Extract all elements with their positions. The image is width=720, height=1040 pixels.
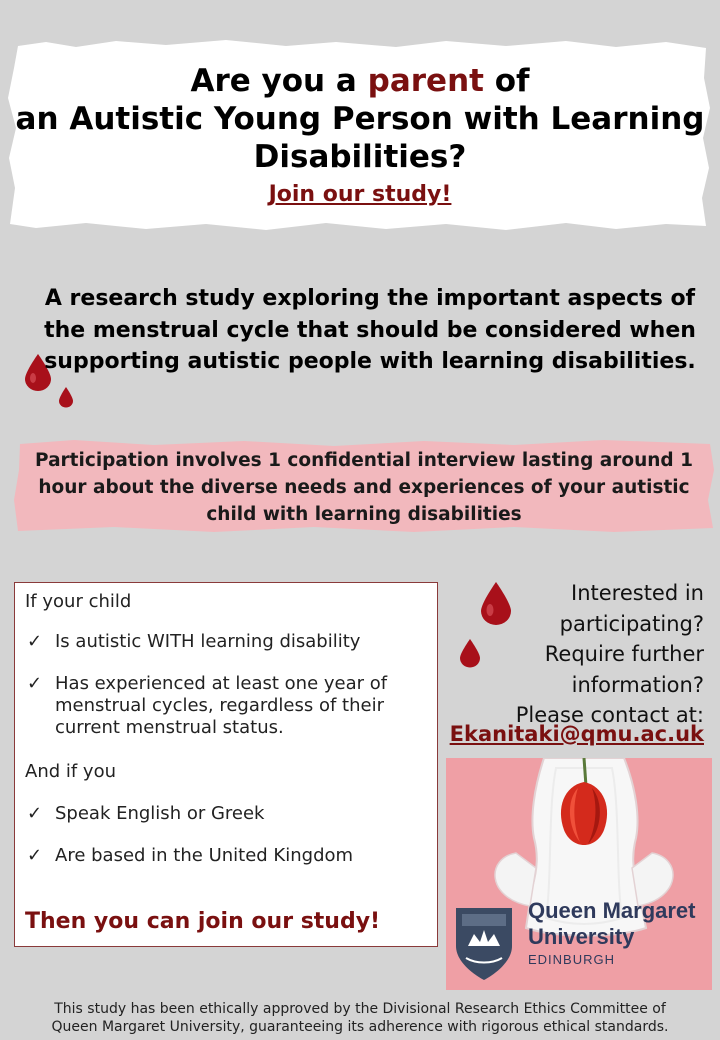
title-line-3: Disabilities? [253,139,467,175]
research-description: A research study exploring the important aspects of the menstrual cycle that should be considered when supporting autistic people with learning disabilities. [44,286,696,374]
checkmark-icon: ✓ [27,803,43,824]
child-criteria-list [25,631,425,739]
child-criteria-lead: If your child [25,591,132,612]
contact-email-link[interactable]: Ekanitaki@qmu.ac.uk [449,722,704,746]
tulip-photo [446,758,712,990]
list-item: ✓ Is autistic WITH learning disability [27,631,361,652]
checkmark-icon: ✓ [27,631,43,652]
join-study-link[interactable]: Join our study! [268,182,452,207]
page-title [0,62,720,176]
checkmark-icon: ✓ [27,845,43,866]
checkmark-icon: ✓ [27,673,43,694]
ethics-footer: This study has been ethically approved by the Divisional Research Ethics Committee of Queen Margaret University, guaranteeing its adherence with rigorous ethical standards. [51,1001,669,1035]
title-line-1: Are you a parent of [190,63,530,99]
eligibility-box [14,582,438,947]
title-accent-word: parent [367,63,484,99]
title-line-2: an Autistic Young Person with Learning [15,101,705,137]
join-call-to-action: Then you can join our study! [25,909,381,934]
university-name-line-2: University [528,924,635,949]
participation-details: Participation involves 1 confidential interview lasting around 1 hour about the diverse needs and experiences of your autistic child with learning disabilities [35,450,693,525]
university-crest-icon [456,908,512,980]
list-item: ✓ Are based in the United Kingdom [27,845,354,866]
parent-criteria-lead: And if you [25,761,117,782]
parent-criteria-list [25,803,425,867]
blood-drop-icon [58,386,74,408]
university-city: EDINBURGH [528,952,616,967]
list-item: ✓ Speak English or Greek [27,803,265,824]
university-name-line-1: Queen Margaret [528,898,696,923]
list-item: ✓ Has experienced at least one year of menstrual cycles, regardless of their current menstrual status. [27,673,388,738]
contact-prompt: Interested in participating? Require further information? Please contact at: [515,581,704,727]
